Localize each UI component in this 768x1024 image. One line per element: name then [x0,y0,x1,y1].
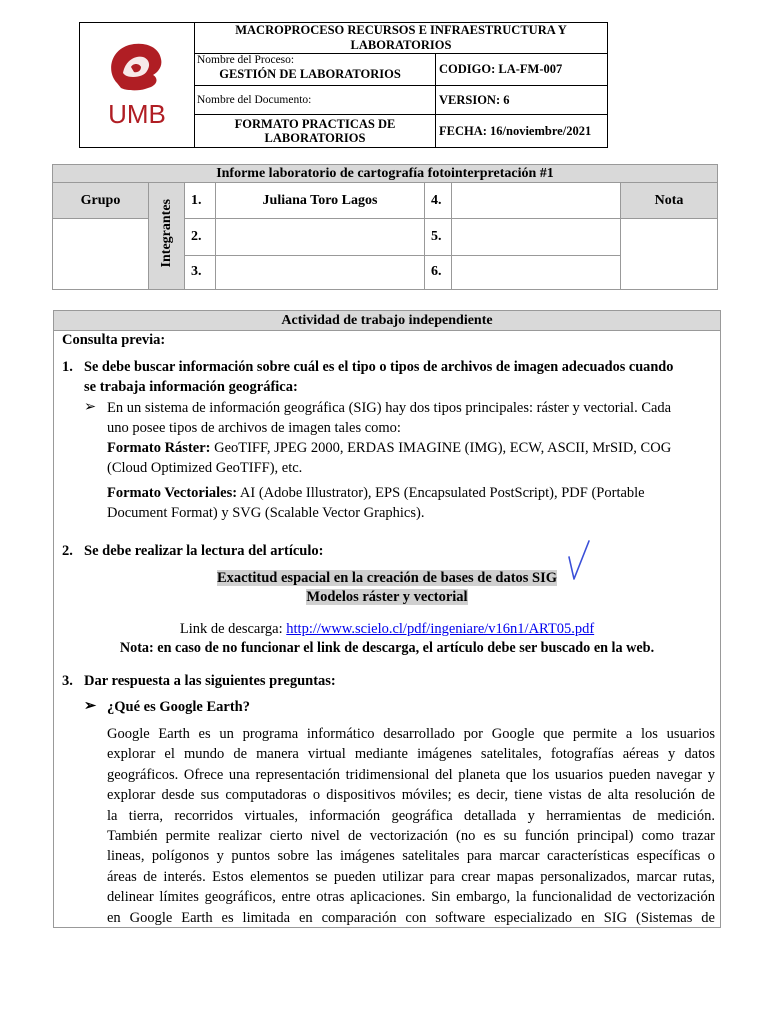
vector-line1 [107,483,645,503]
actividad-title: Actividad de trabajo independiente [54,311,720,331]
member-num: 2. [185,219,216,255]
member-name: Juliana Toro Lagos [216,183,425,219]
vector-line2: Document Format) y SVG (Scalable Vector Graphics). [107,505,425,521]
vector-label: Formato Vectoriales: [107,485,238,501]
consulta-previa: Consulta previa: [62,332,166,348]
answer-line: lineas, polígonos y puntos sobre las imágenes satelitales para marcar características específicas o [107,848,715,865]
documento-cell [195,86,436,115]
raster-formats: GeoTIFF, JPEG 2000, ERDAS IMAGINE (IMG), ECW, ASCII, MrSID, COG [210,440,672,456]
answer-line: la tierra, recorridos virtuales, información geográfica detallada y herramientas de medición. [107,807,715,824]
member-num: 4. [425,183,452,219]
q3-number: 3. [62,673,73,689]
raster-label: Formato Ráster: [107,440,211,456]
answer-line: en Google Earth es limitada en comparación con software especializado en SIG (Sistemas de [107,909,715,926]
informe-title: Informe laboratorio de cartografía fotointerpretación #1 [53,165,718,183]
logo-cell [80,23,195,148]
answer-line: geográficos. Ofrece una representación tridimensional del planeta que los usuarios pueden navegar y [107,766,715,783]
answer-line: explorar desde sus computadoras o dispositivos móviles; es decir, tiene vistas de alta resolución de [107,787,715,804]
member-name [452,183,621,219]
answer-line: Google Earth es un programa informático desarrollado por Google que permite a los usuarios [107,726,715,742]
member-num: 1. [185,183,216,219]
arrow-bullet-icon: ➢ [84,399,97,415]
actividad-section [53,310,721,928]
document-header-table [79,22,608,148]
google-earth-answer [107,724,715,928]
nota-text: Nota: en caso de no funcionar el link de descarga, el artículo debe ser buscado en la web. [119,640,655,656]
answer-line: explorar el mundo de manera virtual mediante imágenes satelitales, fotografías aéreas y datos [107,746,715,763]
a1-line2: uno posee tipos de archivos de imagen tales como: [107,420,401,436]
link-line [54,619,720,639]
proceso-value: GESTIÓN DE LABORATORIOS [219,67,401,81]
article-title-line2 [54,587,720,607]
article-title-highlight: Exactitud espacial en la creación de bases de datos SIG [216,570,558,586]
member-name [452,255,621,289]
documento-value: FORMATO PRACTICAS DE LABORATORIOS [195,115,436,148]
q1-line1: Se debe buscar información sobre cuál es el tipo o tipos de archivos de imagen adecuados cuando [84,359,674,375]
member-name [216,255,425,289]
link-label: Link de descarga: [179,621,287,637]
grupo-value [53,219,149,290]
umb-logo [87,33,187,133]
member-num: 3. [185,255,216,289]
raster-line1 [107,438,671,458]
q2-number: 2. [62,543,73,559]
logo-text: UMB [108,99,166,129]
integrantes-cell [149,183,185,290]
member-name [216,219,425,255]
arrow-bullet-icon: ➢ [84,698,97,714]
nota-value [621,219,718,290]
member-num: 5. [425,219,452,255]
raster-line2: (Cloud Optimized GeoTIFF), etc. [107,460,303,476]
version: VERSION: 6 [436,86,608,115]
article-title-line1 [54,568,720,588]
documento-label: Nombre del Documento: [197,93,312,106]
grupo-label: Grupo [53,183,149,219]
proceso-label: Nombre del Proceso: [197,54,295,66]
q3-text: Dar respuesta a las siguientes preguntas: [84,673,336,689]
proceso-cell [195,54,436,86]
sub-question: ¿Qué es Google Earth? [107,699,250,715]
q2-text: Se debe realizar la lectura del artículo: [84,543,324,559]
answer-line: áreas de interés. Estos elementos se pueden utilizar para crear mapas personalizados, marcar rutas, [107,868,715,885]
check-mark-icon [566,539,592,583]
member-num: 6. [425,255,452,289]
download-link[interactable]: http://www.scielo.cl/pdf/ingeniare/v16n1/ART05.pdf [286,621,595,637]
nota-label: Nota [621,183,718,219]
q1-line2: se trabaja información geográfica: [84,379,298,395]
answer-line: También permite realizar cierto nivel de vectorización (no es su función principal) como trazar [107,827,715,844]
answer-line: delinear límites geográficos, entre otras aplicaciones. Sin embargo, la funcionalidad de vectorización [107,889,715,906]
codigo: CODIGO: LA-FM-007 [436,54,608,86]
q1-number: 1. [62,359,73,375]
a1-line1: En un sistema de información geográfica (SIG) hay dos tipos principales: ráster y vectorial. Cada [107,400,672,416]
fecha: FECHA: 16/noviembre/2021 [436,115,608,148]
informe-table [52,164,718,290]
article-subtitle-highlight: Modelos ráster y vectorial [306,589,468,605]
macroproceso-title: MACROPROCESO RECURSOS E INFRAESTRUCTURA Y LABORATORIOS [195,23,608,54]
member-name [452,219,621,255]
integrantes-label: Integrantes [158,199,174,268]
vector-formats: AI (Adobe Illustrator), EPS (Encapsulated PostScript), PDF (Portable [237,485,645,501]
